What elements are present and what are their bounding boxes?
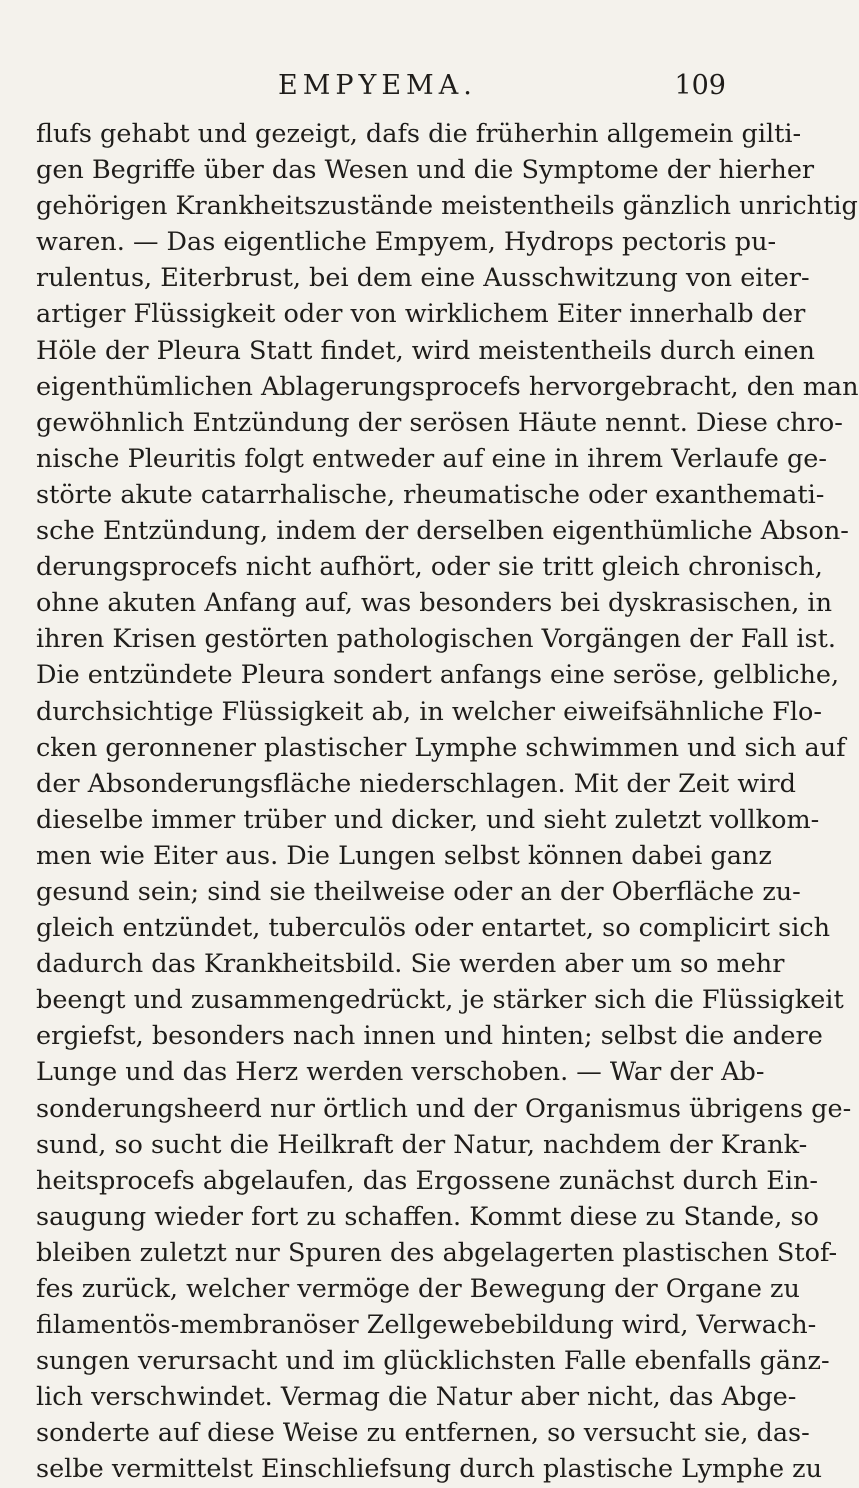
text-line: heitsprocefs abgelaufen, das Ergossene zunächst durch Ein- xyxy=(36,1165,819,1196)
body-text xyxy=(36,116,859,1488)
text-line: beengt und zusammengedrückt, je stärker sich die Flüssigkeit xyxy=(36,985,844,1016)
text-line: sonderte auf diese Weise zu entfernen, so versucht sie, das- xyxy=(36,1418,810,1449)
running-head: EMPYEMA. xyxy=(278,70,477,101)
text-line: filamentös-membranöser Zellgewebebildung wird, Verwach- xyxy=(36,1310,817,1341)
text-line: bleiben zuletzt nur Spuren des abgelagerten plastischen Stof- xyxy=(36,1237,838,1268)
text-line: men wie Eiter aus. Die Lungen selbst können dabei ganz xyxy=(36,840,772,871)
text-line: saugung wieder fort zu schaffen. Kommt diese zu Stande, so xyxy=(36,1201,819,1232)
text-line: gesund sein; sind sie theilweise oder an der Oberfläche zu- xyxy=(36,876,801,907)
text-line: rulentus, Eiterbrust, bei dem eine Ausschwitzung von eiter- xyxy=(36,263,810,294)
text-line: sungen verursacht und im glücklichsten Falle ebenfalls gänz- xyxy=(36,1346,830,1377)
text-line: nische Pleuritis folgt entweder auf eine in ihrem Verlaufe ge- xyxy=(36,443,828,474)
text-line: cken geronnener plastischer Lymphe schwimmen und sich auf xyxy=(36,732,846,763)
text-line: selbe vermittelst Einschliefsung durch plastische Lymphe zu xyxy=(36,1454,823,1485)
text-line: waren. — Das eigentliche Empyem, Hydrops pectoris pu- xyxy=(36,227,777,258)
text-line: der Absonderungsfläche niederschlagen. Mit der Zeit wird xyxy=(36,768,796,799)
text-line: derungsprocefs nicht aufhört, oder sie tritt gleich chronisch, xyxy=(36,552,823,583)
text-line: sche Entzündung, indem der derselben eigenthümliche Abson- xyxy=(36,516,849,547)
text-line: eigenthümlichen Ablagerungsprocefs hervorgebracht, den man xyxy=(36,371,859,402)
text-line: Die entzündete Pleura sondert anfangs eine seröse, gelbliche, xyxy=(36,660,840,691)
text-line: artiger Flüssigkeit oder von wirklichem Eiter innerhalb der xyxy=(36,299,806,330)
text-line: Höle der Pleura Statt findet, wird meistentheils durch einen xyxy=(36,335,815,366)
text-line: gewöhnlich Entzündung der serösen Häute nennt. Diese chro- xyxy=(36,407,843,438)
text-line: ergiefst, besonders nach innen und hinten; selbst die andere xyxy=(36,1021,823,1052)
text-line: sonderungsheerd nur örtlich und der Organismus übrigens ge- xyxy=(36,1093,852,1124)
text-line: durchsichtige Flüssigkeit ab, in welcher eiweifsähnliche Flo- xyxy=(36,696,822,727)
text-line: sund, so sucht die Heilkraft der Natur, nachdem der Krank- xyxy=(36,1129,808,1160)
page-number: 109 xyxy=(674,70,726,101)
text-line: fes zurück, welcher vermöge der Bewegung der Organe zu xyxy=(36,1274,800,1304)
text-line: gleich entzündet, tuberculös oder entartet, so complicirt sich xyxy=(36,913,831,944)
text-line: Lunge und das Herz werden verschoben. — War der Ab- xyxy=(36,1057,765,1088)
text-line: gen Begriffe über das Wesen und die Symptome der hierher xyxy=(36,155,815,186)
text-line: ihren Krisen gestörten pathologischen Vorgängen der Fall ist. xyxy=(36,624,836,655)
text-line: störte akute catarrhalische, rheumatische oder exanthemati- xyxy=(36,479,825,510)
text-line: flufs gehabt und gezeigt, dafs die früherhin allgemein gilti- xyxy=(36,119,802,149)
text-line: lich verschwindet. Vermag die Natur aber nicht, das Abge- xyxy=(36,1382,797,1413)
page-header xyxy=(36,70,726,110)
text-line: gehörigen Krankheitszustände meistentheils gänzlich unrichtig xyxy=(36,191,858,222)
text-line: ohne akuten Anfang auf, was besonders bei dyskrasischen, in xyxy=(36,588,833,619)
text-line: dieselbe immer trüber und dicker, und sieht zuletzt vollkom- xyxy=(36,804,820,835)
text-line: dadurch das Krankheitsbild. Sie werden aber um so mehr xyxy=(36,949,785,980)
